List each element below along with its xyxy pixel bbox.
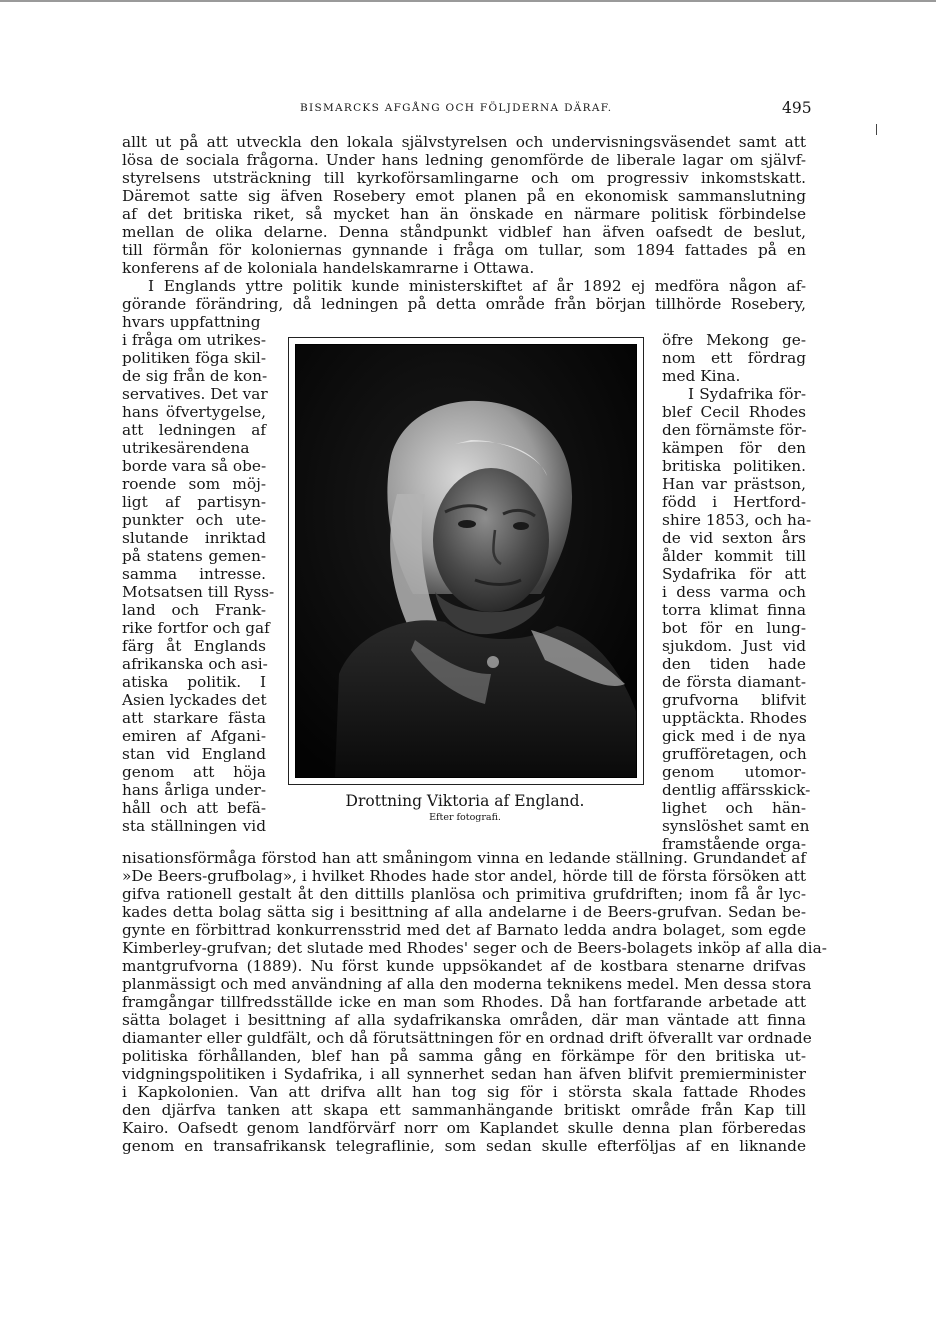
right-column-line: gick med i de nya [662, 727, 806, 745]
right-column-line: kämpen för den [662, 439, 806, 457]
left-column-line: servatives. Det var [122, 385, 268, 403]
page-number: 495 [782, 99, 812, 117]
right-column-line: I Sydafrika för- [688, 385, 806, 403]
paragraph-3-line: den djärfva tanken att skapa ett sammanhängande britiskt område från Kap till [122, 1101, 806, 1119]
paragraph-3-line: gifva rationell gestalt åt den dittills planlösa och primitiva grufdriften; inom få år lyc- [122, 885, 806, 903]
left-column-line: på statens gemen- [122, 547, 266, 565]
left-column-line: slutande inriktad [122, 529, 266, 547]
right-column-line: framstående orga- [662, 835, 806, 853]
paragraph-1-line: lösa de sociala frågorna. Under hans ledning genomförde de liberale lagar om självf- [122, 151, 806, 169]
right-column-line: synslöshet samt en [662, 817, 810, 835]
left-column-line: land och Frank- [122, 601, 266, 619]
right-column-line: torra klimat finna [662, 601, 806, 619]
paragraph-1-line: allt ut på att utveckla den lokala självstyrelsen och undervisningsväsendet samt att [122, 133, 806, 151]
left-column-line: roende som möj- [122, 475, 266, 493]
paragraph-3-line: genom en transafrikansk telegraflinie, som sedan skulle efterföljas af en liknande [122, 1137, 806, 1155]
paragraph-1-line: styrelsens utsträckning till kyrkoförsamlingarne och om progressiv inkomstskatt. [122, 169, 806, 187]
right-column-line: lighet och hän- [662, 799, 806, 817]
paragraph-3-line: kades detta bolag sätta sig i besittning af alla andelarne i de Beers-grufvan. Sedan be- [122, 903, 806, 921]
right-column-line: britiska politiken. [662, 457, 806, 475]
paragraph-1-line: Däremot satte sig äfven Rosebery emot planen på en ekonomisk sammanslutning [122, 187, 806, 205]
right-column-line: öfre Mekong ge- [662, 331, 806, 349]
left-column-line: hvars uppfattning [122, 313, 261, 331]
right-column-line: Sydafrika för att [662, 565, 806, 583]
paragraph-2-full-line: görande förändring, då ledningen på detta område från början tillhörde Rosebery, [122, 295, 806, 313]
right-column-line: i dess varma och [662, 583, 806, 601]
right-column-line: nom ett fördrag [662, 349, 806, 367]
left-column-line: utrikesärendena [122, 439, 250, 457]
portrait-figure [288, 337, 644, 785]
left-column-line: stan vid England [122, 745, 266, 763]
figure-credit: Efter fotografi. [429, 812, 501, 823]
left-column-line: emiren af Afgani- [122, 727, 266, 745]
paragraph-1-line: till förmån för koloniernas gynnande i fråga om tullar, som 1894 fattades på en [122, 241, 806, 259]
right-column-line: med Kina. [662, 367, 741, 385]
paragraph-3-line: gynte en förbittrad konkurrensstrid med det af Barnato ledda andra bolaget, som egde [122, 921, 806, 939]
left-column-line: att ledningen af [122, 421, 266, 439]
left-column-line: samma intresse. [122, 565, 266, 583]
paragraph-3-line: planmässigt och med användning af alla den moderna teknikens medel. Men dessa stora [122, 975, 812, 993]
left-column-line: Motsatsen till Ryss- [122, 583, 275, 601]
paragraph-2-full-line: I Englands yttre politik kunde ministerskiftet af år 1892 ej medföra någon af- [148, 277, 806, 295]
left-column-line: de sig från de kon- [122, 367, 268, 385]
right-column-line: född i Hertford- [662, 493, 806, 511]
right-column-line: Han var prästson, [662, 475, 806, 493]
paragraph-3-line: politiska förhållanden, blef han på samma gång en förkämpe för den britiska ut- [122, 1047, 806, 1065]
left-column-line: borde vara så obe- [122, 457, 267, 475]
page-top-edge [0, 0, 936, 2]
right-column-line: bot för en lung- [662, 619, 806, 637]
right-column-line: grufvorna blifvit [662, 691, 806, 709]
left-column-line: hans öfvertygelse, [122, 403, 266, 421]
paragraph-3-line: nisationsförmåga förstod han att småningom vinna en ledande ställning. Grundandet af [122, 849, 806, 867]
portrait-photograph [295, 344, 637, 778]
paragraph-3-line: »De Beers-grufbolag», i hvilket Rhodes hade stor andel, hörde till de första försöken att [122, 867, 806, 885]
right-column-line: shire 1853, och ha- [662, 511, 812, 529]
left-column-line: punkter och ute- [122, 511, 266, 529]
right-column-line: dentlig affärsskick- [662, 781, 811, 799]
paragraph-1-line: konferens af de koloniala handelskamrarne i Ottawa. [122, 259, 535, 277]
left-column-line: ligt af partisyn- [122, 493, 266, 511]
right-column-line: den förnämste för- [662, 421, 807, 439]
paragraph-1-line: mellan de olika delarne. Denna ståndpunkt vidblef han äfven oafsedt de beslut, [122, 223, 806, 241]
right-column-line: upptäckta. Rhodes [662, 709, 807, 727]
figure-caption: Drottning Viktoria af England. [345, 792, 585, 810]
left-column-line: att starkare fästa [122, 709, 266, 727]
queen-victoria-portrait-image [295, 344, 637, 778]
margin-mark [876, 124, 877, 135]
paragraph-3-line: sätta bolaget i besittning af alla sydafrikanska områden, där man väntade att finna [122, 1011, 806, 1029]
right-column-line: de första diamant- [662, 673, 806, 691]
right-column-line: de vid sexton års [662, 529, 806, 547]
right-column-line: blef Cecil Rhodes [662, 403, 806, 421]
left-column-line: rike fortfor och gaf [122, 619, 270, 637]
right-column-line: genom utomor- [662, 763, 806, 781]
left-column-line: afrikanska och asi- [122, 655, 268, 673]
paragraph-3-line: Kimberley-grufvan; det slutade med Rhodes' seger och de Beers-bolagets inköp af alla dia- [122, 939, 827, 957]
right-column-line: grufföretagen, och [662, 745, 807, 763]
running-head: BISMARCKS AFGÅNG OCH FÖLJDERNA DÄRAF. [300, 102, 613, 114]
paragraph-3-line: mantgrufvorna (1889). Nu först kunde uppsökandet af de kostbara stenarne drifvas [122, 957, 806, 975]
left-column-line: atiska politik. I [122, 673, 266, 691]
paragraph-3-line: vidgningspolitiken i Sydafrika, i all synnerhet sedan han äfven blifvit premierminister [122, 1065, 806, 1083]
left-column-line: färg åt Englands [122, 637, 266, 655]
left-column-line: politiken föga skil- [122, 349, 266, 367]
right-column-line: sjukdom. Just vid [662, 637, 806, 655]
right-column-line: ålder kommit till [662, 547, 806, 565]
left-column-line: i fråga om utrikes- [122, 331, 266, 349]
paragraph-3-line: i Kapkolonien. Van att drifva allt han tog sig för i största skala fattade Rhodes [122, 1083, 806, 1101]
paragraph-1-line: af det britiska riket, så mycket han än önskade en närmare politisk förbindelse [122, 205, 806, 223]
left-column-line: Asien lyckades det [122, 691, 267, 709]
left-column-line: håll och att befä- [122, 799, 266, 817]
paragraph-3-line: framgångar tillfredsställde icke en man som Rhodes. Då han fortfarande arbetade att [122, 993, 806, 1011]
left-column-line: hans årliga under- [122, 781, 266, 799]
right-column-line: den tiden hade [662, 655, 806, 673]
paragraph-3-line: diamanter eller guldfält, och då förutsättningen för en ordnad drift öfverallt var ordnade [122, 1029, 812, 1047]
left-column-line: genom att höja [122, 763, 266, 781]
left-column-line: sta ställningen vid [122, 817, 266, 835]
paragraph-3-line: Kairo. Oafsedt genom landförvärf norr om Kaplandet skulle denna plan förberedas [122, 1119, 806, 1137]
